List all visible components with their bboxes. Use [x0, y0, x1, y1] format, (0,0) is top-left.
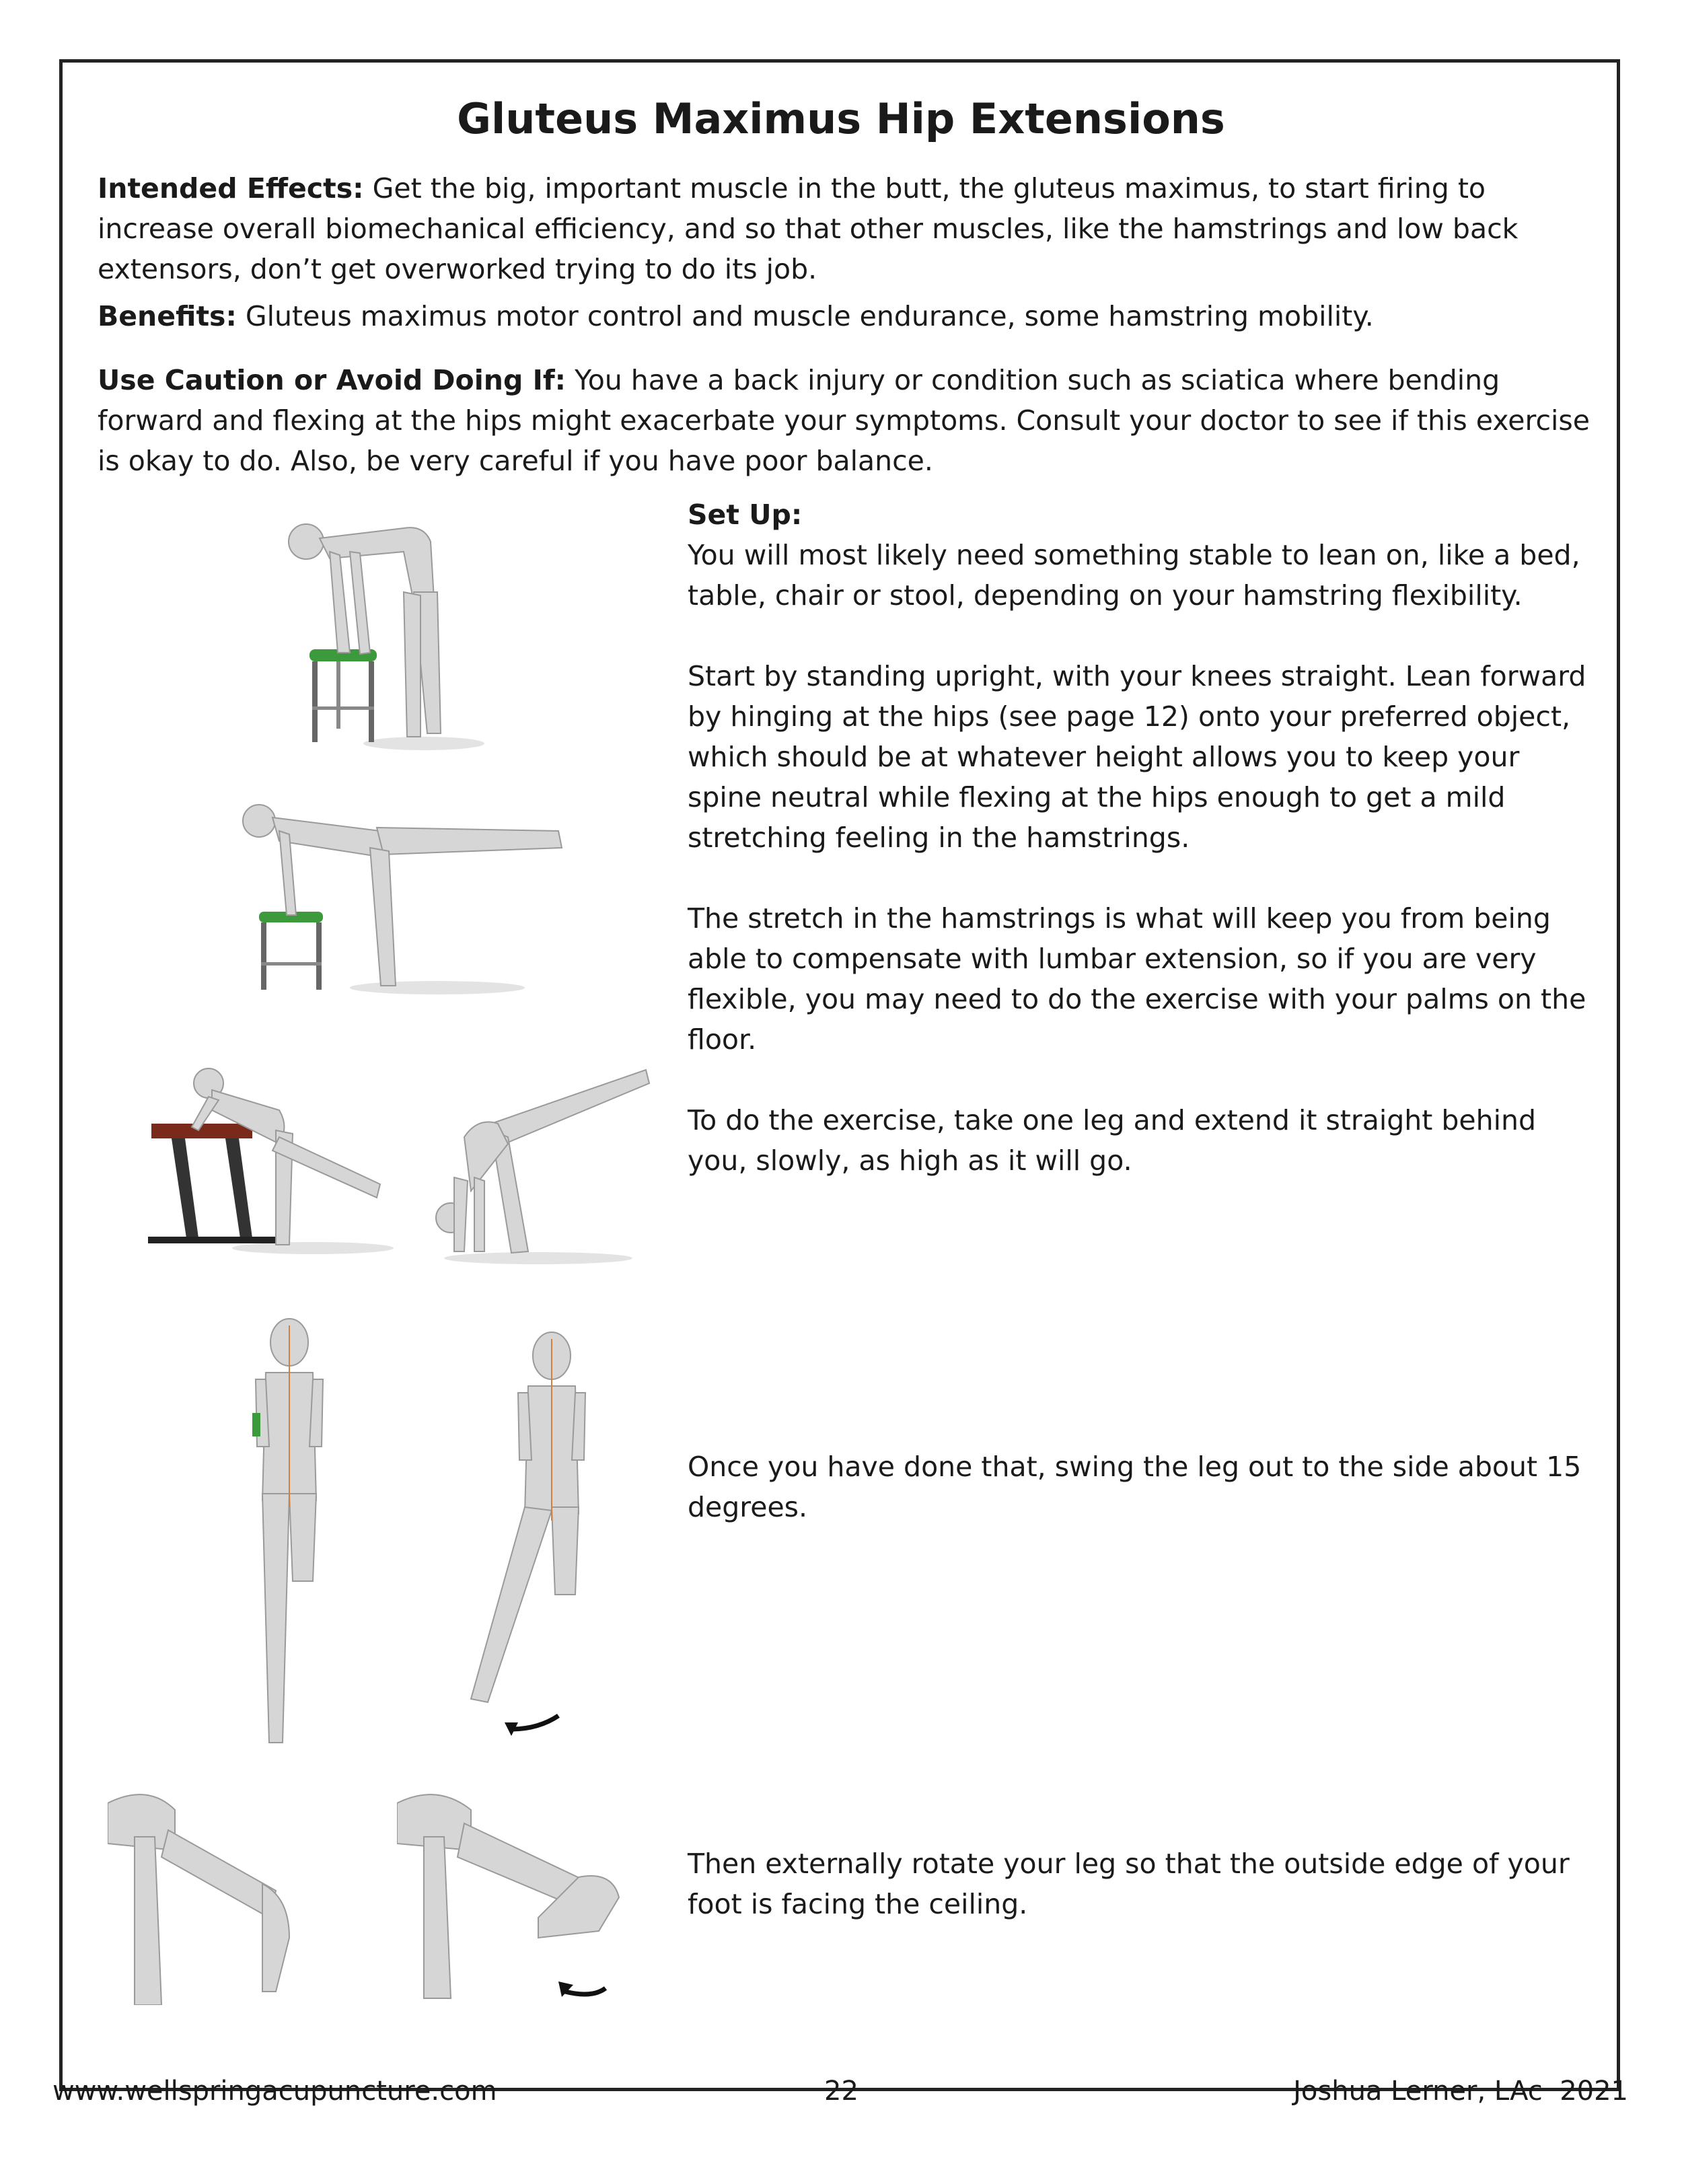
- caution-label: Use Caution or Avoid Doing If:: [98, 364, 566, 396]
- footer-page-number: 22: [824, 2076, 858, 2107]
- human-figure: [436, 1070, 649, 1253]
- stool: [309, 649, 377, 742]
- human-figure-closeup: [108, 1794, 289, 2005]
- figure-closeup-leg-neutral: [108, 1783, 323, 2005]
- footer-author: Joshua Lerner, LAc 2021: [1293, 2076, 1628, 2107]
- caution: [98, 360, 1591, 481]
- figure-rear-view-leg-swing: [424, 1325, 599, 1749]
- figure-rear-view-neutral: [229, 1312, 350, 1749]
- stool: [259, 912, 323, 990]
- benefits-text: Gluteus maximus motor control and muscle endurance, some hamstring mobility.: [245, 300, 1374, 332]
- setup-heading: Set Up:: [688, 499, 803, 531]
- setup-paragraph-3: The stretch in the hamstrings is what will keep you from being able to compensate with lumbar extension, so if you are very flexible, you may need to do the exercise with your palms on the floor.: [688, 902, 1586, 1056]
- benefits-label: Benefits:: [98, 300, 237, 332]
- human-figure: [471, 1332, 585, 1702]
- figure-table-leg-extension: [145, 1063, 400, 1265]
- step-swing: [688, 1447, 1589, 1527]
- benefits: [98, 296, 1591, 336]
- figure-closeup-leg-rotated: [397, 1783, 639, 2012]
- step-rotate: [688, 1844, 1589, 1924]
- human-figure: [289, 524, 441, 737]
- table: [148, 1124, 276, 1243]
- intended-effects-text: Get the big, important muscle in the butt, the gluteus maximus, to start firing to increase overall biomechanical efficiency, and so that other muscles, like the hamstrings and low back extensors, don’t get overworked trying to do its job.: [98, 172, 1519, 285]
- step-rotate-text: Then externally rotate your leg so that the outside edge of your foot is facing the ceiling.: [688, 1848, 1570, 1920]
- setup-section: [688, 495, 1589, 1181]
- intended-effects: [98, 168, 1591, 289]
- intended-effects-label: Intended Effects:: [98, 172, 364, 205]
- setup-paragraph-2: Start by standing upright, with your knees straight. Lean forward by hinging at the hips (see page 12) onto your preferred object, which should be at whatever height allows you to keep your spine neutral while flexing at the hips enough to get a mild stretching feeling in the hamstrings.: [688, 660, 1586, 854]
- step-swing-text: Once you have done that, swing the leg out to the side about 15 degrees.: [688, 1451, 1582, 1523]
- figure-palms-floor-leg-raised: [417, 1056, 659, 1278]
- figure-lean-on-stool: [269, 511, 484, 760]
- footer-website: www.wellspringacupuncture.com: [52, 2076, 497, 2107]
- human-figure-closeup: [397, 1794, 619, 1998]
- figure-leg-extended-stool: [222, 801, 585, 1003]
- rotate-arrow-icon: [565, 1988, 606, 1994]
- setup-paragraph-4: To do the exercise, take one leg and extend it straight behind you, slowly, as high as it will go.: [688, 1104, 1537, 1177]
- setup-paragraph-1: You will most likely need something stable to lean on, like a bed, table, chair or stool, depending on your hamstring flexibility.: [688, 539, 1580, 612]
- page-title: Gluteus Maximus Hip Extensions: [457, 94, 1225, 143]
- human-figure: [243, 805, 562, 986]
- human-figure: [192, 1068, 380, 1245]
- swing-arrow-icon: [511, 1716, 558, 1729]
- caution-text: You have a back injury or condition such as sciatica where bending forward and flexing at the hips might exacerbate your symptoms. Consult your doctor to see if this exercise is okay to do. Also, be very careful if you have poor balance.: [98, 364, 1590, 477]
